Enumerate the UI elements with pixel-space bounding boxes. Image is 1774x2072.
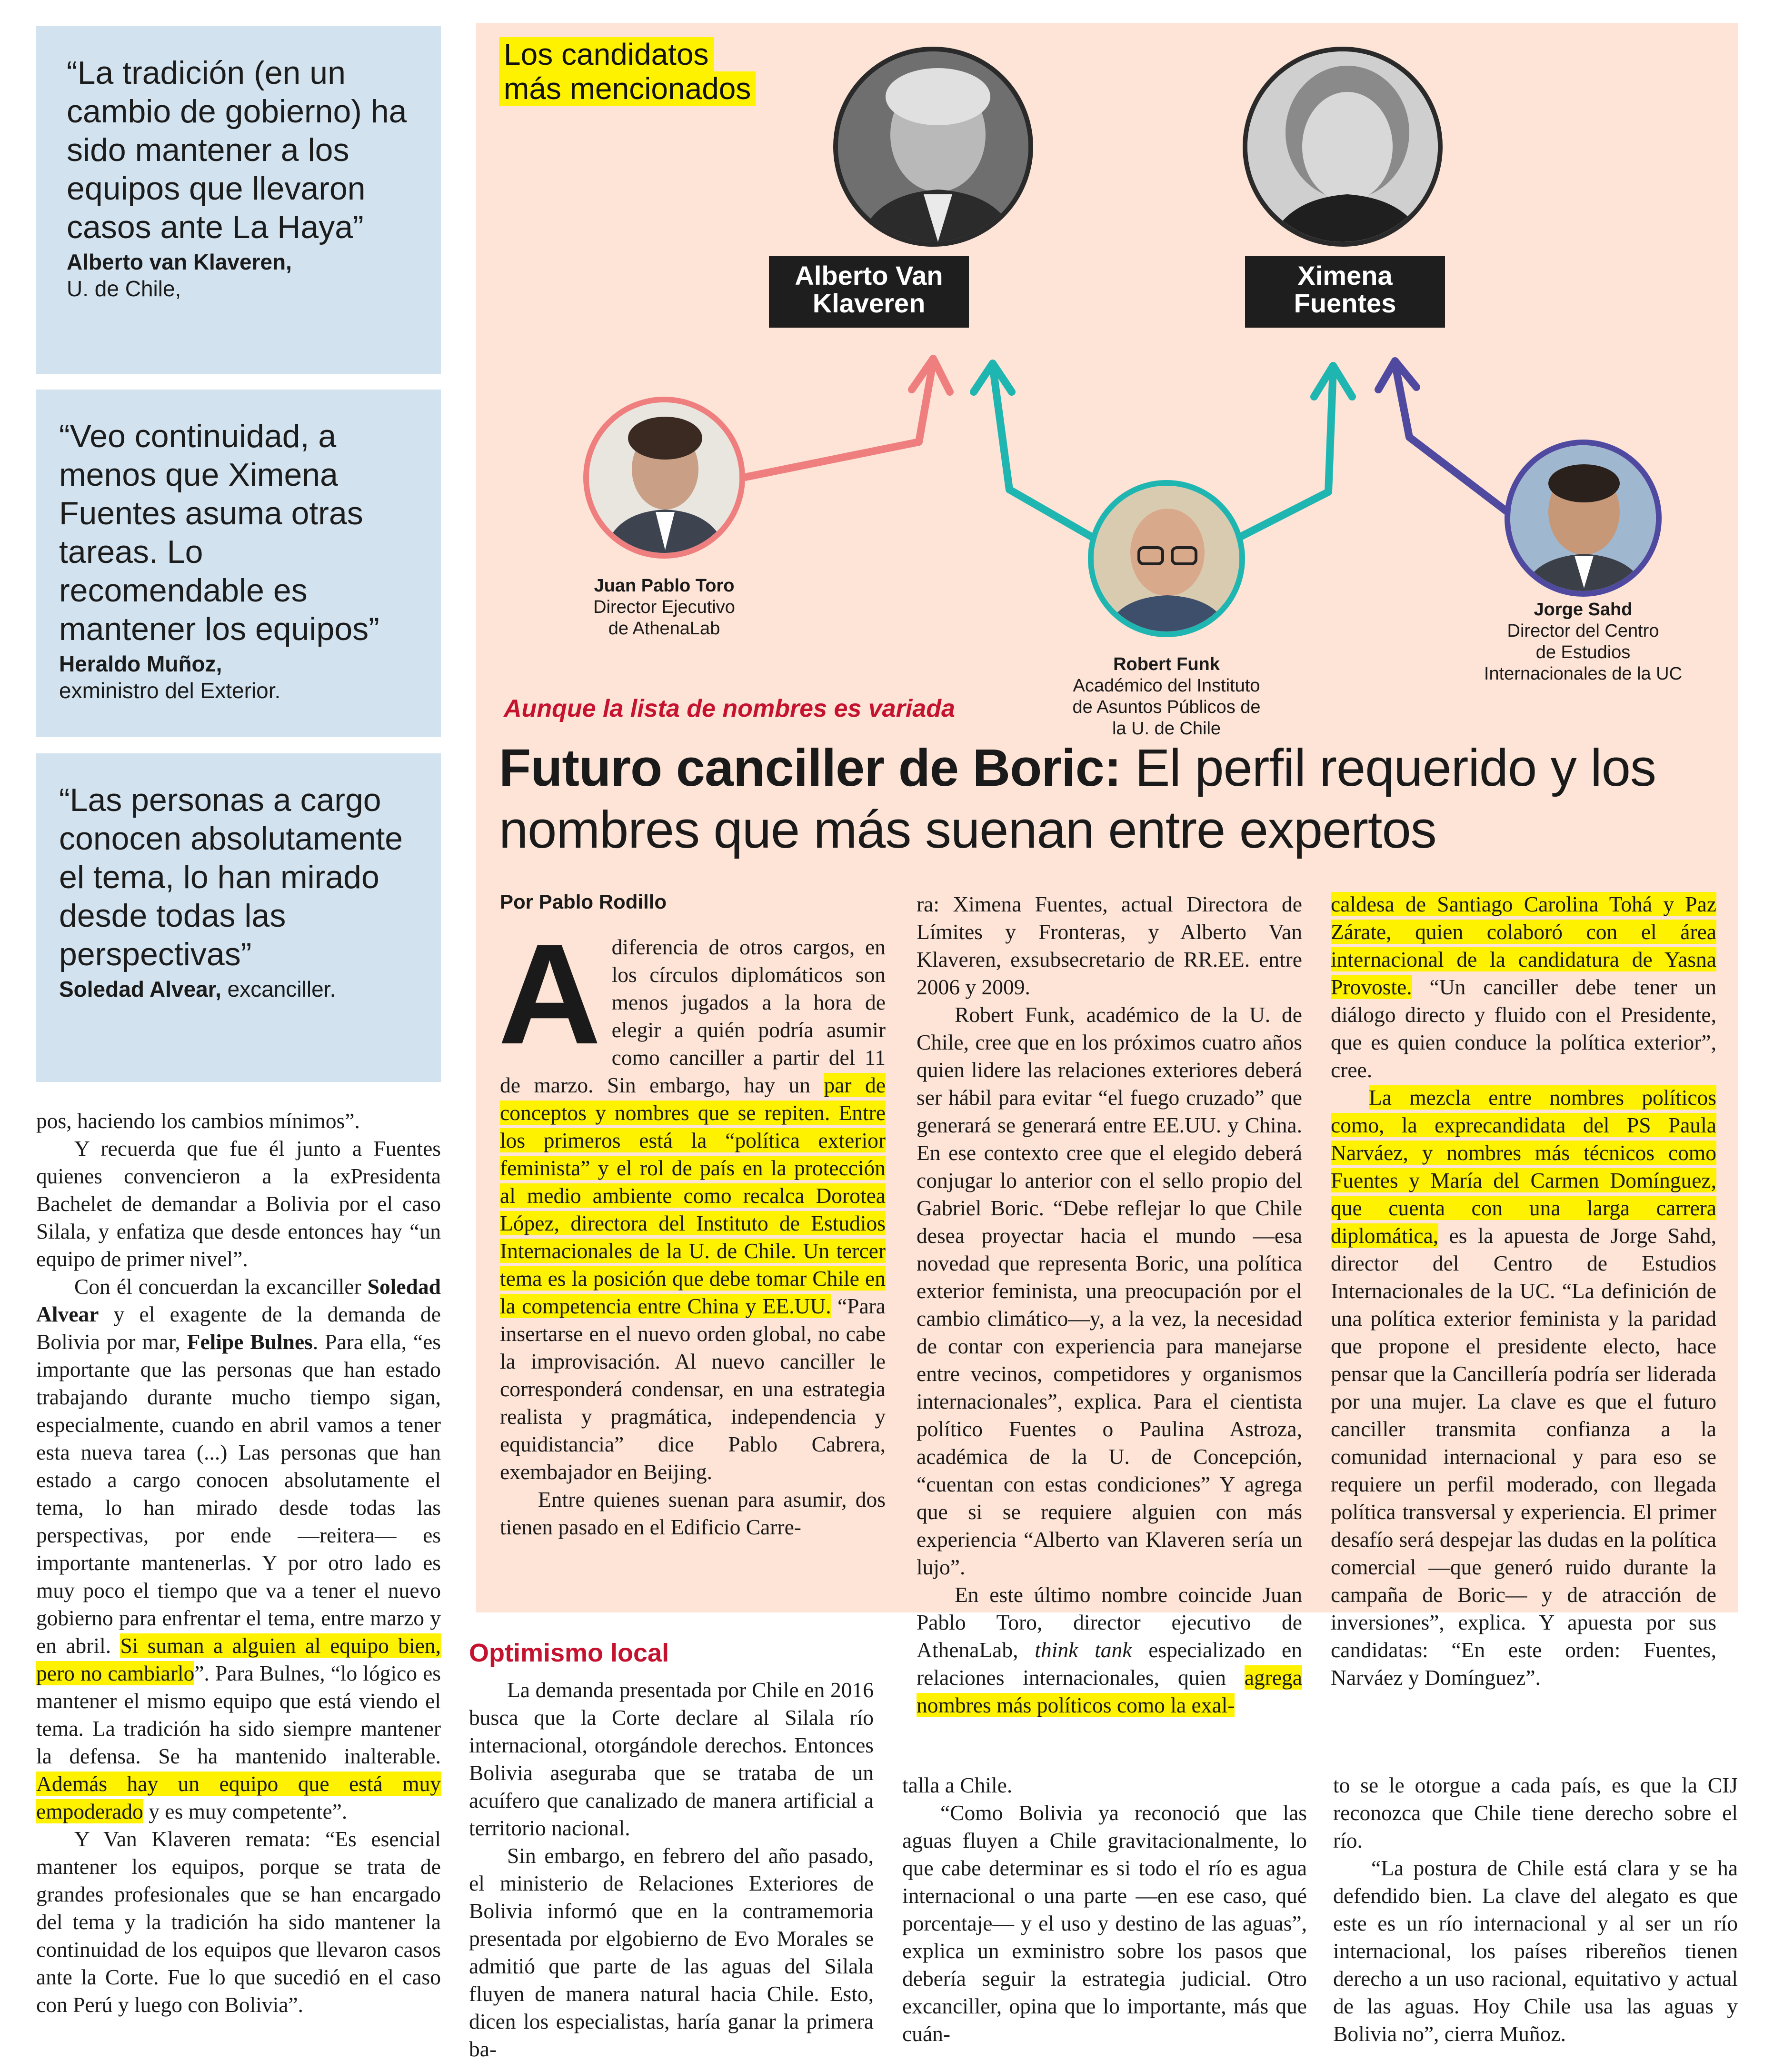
text-run: especializado en relaciones internacionales, quien <box>917 1638 1302 1690</box>
article-paragraph: Y Van Klaveren remata: “Es esencial mantener los equipos, porque se trata de grandes profesionales que se han encargado del tema y la tradición ha sido mantener la continuidad de los equipos que llevaron casos ante la Corte. Fue lo que sucedió en el caso con Perú y luego con Bolivia”. <box>36 1827 441 2017</box>
text-run: es la apuesta de Jorge Sahd, director del Centro de Estudios Internacionales de la UC. “La definición de una política exterior feminista y la paridad que propone el presidente electo, hace pensar que la Cancillería podría ser liderada por una mujer. La clave es que el futuro canciller transmita confianza a la comunidad internacional y para eso se requiere un perfil moderado, con llegada política transversal y experiencia. El primer desafío será despejar las dudas en la política comercial —que generó ruido durante la campaña de Boric— y de atracción de inversiones”, explica. Y apuesta por sus candidatas: “En este orden: Fuentes, Narváez y Domínguez”. <box>1331 1223 1716 1690</box>
expert-title-line: la U. de Chile <box>1112 719 1221 739</box>
highlight: Además hay un equipo que está muy empoderado <box>36 1772 441 1823</box>
article-paragraph <box>917 1581 1302 1719</box>
article-paragraph: Sin embargo, en febrero del año pasado, el ministerio de Relaciones Exteriores de Bolivia informó que en la contramemoria presentada por elgobierno de Evo Morales se admitió que parte de las aguas del Silala fluyen de manera natural hacia Chile. Esto, dicen los especialistas, haría ganar la primera ba- <box>469 1843 874 2061</box>
portrait-fuentes <box>1243 47 1443 247</box>
article-column-2 <box>917 891 1302 1719</box>
article-column-3 <box>1331 891 1716 1692</box>
person-photo-icon <box>1094 486 1241 633</box>
candidate-name-line-2: Klaveren <box>812 288 926 318</box>
expert-title-line: Académico del Instituto <box>1073 676 1260 696</box>
expert-title-line: de Estudios <box>1535 642 1631 662</box>
quote-text: “Las personas a cargo conocen absolutamente el tema, lo han mirado desde todas las perspectivas” <box>59 782 403 972</box>
text-run: diferencia de otros cargos, en los círculos diplomáticos son menos jugados a la hora de elegir a quién podría asumir como canciller a partir del 11 de marzo. Sin embargo, hay un <box>500 935 886 1097</box>
article-paragraph: Robert Funk, académico de la U. de Chile, cree que en los próximos cuatro años quien lidere las relaciones exteriores deberá ser hábil para evitar “el fuego cruzado” que generará se generará entre EE.UU. y China. En ese contexto cree que el elegido deberá conjugar lo anterior con el sello propio del Gabriel Boric. “Debe reflejar lo que Chile desea proyectar hacia el mundo —esa novedad que representa Boric, una política exterior feminista, una preocupación por el cambio climático—y, a la vez, la necesidad de contar con experiencia para manejarse entre vecinos, competidores y organismos internacionales”, explica. Para el cientista político Fuentes o Paulina Astroza, académica de la U. de Concepción, “cuentan con estas condiciones” Y agrega que si se requiere alguien con más experiencia “Alberto van Klaveren sería un lujo”. <box>917 1002 1302 1579</box>
text-run-italic: think tank <box>1035 1638 1132 1662</box>
expert-title-line: de AthenaLab <box>608 619 720 639</box>
highlight: agrega nombres más políticos como la exal- <box>917 1665 1302 1717</box>
optimismo-column-2 <box>902 1772 1307 2048</box>
text-run: En este último nombre coincide Juan Pablo Toro, director ejecutivo de AthenaLab, <box>917 1582 1302 1662</box>
article-paragraph <box>1331 891 1716 1084</box>
headline-bold: Futuro canciller de Boric: <box>499 739 1121 797</box>
quote-author: Heraldo Muñoz, <box>59 651 222 676</box>
candidates-infographic <box>476 23 1738 880</box>
article-paragraph: Entre quienes suenan para asumir, dos tienen pasado en el Edificio Carre- <box>500 1487 886 1539</box>
highlight: Si suman a alguien al equipo bien, pero no cambiarlo <box>36 1633 441 1685</box>
portrait-toro <box>583 397 745 559</box>
quote-author-name: Soledad Alvear, <box>59 977 221 1001</box>
optimismo-column-3 <box>1333 1772 1738 2048</box>
quote-author: Alberto van Klaveren, <box>67 250 292 274</box>
article-paragraph: ra: Ximena Fuentes, actual Directora de Límites y Fronteras, y Alberto Van Klaveren, exsubsecretario de RR.EE. entre 2006 y 2009. <box>917 892 1302 999</box>
quote-text: “Veo continuidad, a menos que Ximena Fuentes asuma otras tareas. Lo recomendable es mantener los equipos” <box>59 418 379 647</box>
article-paragraph <box>498 914 886 1486</box>
text-run: y el exagente de la demanda de Bolivia por mar, <box>36 1302 441 1354</box>
left-gutter <box>462 880 476 1613</box>
text-run-bold: Felipe Bulnes <box>187 1330 313 1354</box>
article-column-left <box>36 1107 441 2019</box>
expert-name: Juan Pablo Toro <box>594 576 735 596</box>
text-run: Con él concuerdan la excanciller <box>74 1274 368 1299</box>
expert-toro <box>536 575 793 640</box>
highlight: La mezcla entre nombres políticos como, la exprecandidata del PS Paula Narváez, y nombres más técnicos como Fuentes y María del Carmen Domínguez, que cuenta con una larga carrera diplomática, <box>1331 1085 1716 1248</box>
highlight: par de conceptos y nombres que se repiten. Entre los primeros está la “política exterior feminista” y el rol de país en la protección al medio ambiente como recalca Dorotea López, directora del Instituto de Estudios Internacionales de la U. de Chile. Un tercer tema es la posición que debe tomar Chile en la competencia entre China y EE.UU. <box>500 1073 886 1318</box>
article-column-1 <box>498 914 886 1541</box>
text-run: ”. Para Bulnes, “lo lógico es mantener el mismo equipo que está viendo el tema. La tradición ha sido siempre mantener la defensa. Se ha mantenido inalterable. <box>36 1661 441 1768</box>
quote-box-van-klaveren <box>36 26 441 374</box>
expert-title-line: Internacionales de la UC <box>1484 664 1683 684</box>
quote-role: exministro del Exterior. <box>59 678 281 703</box>
dropcap: A <box>498 914 601 1074</box>
quote-text: “La tradición (en un cambio de gobierno) ha sido mantener a los equipos que llevaron casos ante La Haya” <box>67 55 407 245</box>
section-title-optimismo: Optimismo local <box>469 1639 669 1667</box>
text-run: . Para ella, “es importante que las personas que han estado trabajando durante mucho tiempo sigan, especialmente, cuando en abril vamos a tener esta nueva tarea (...) Las personas que han estado a cargo conocen absolutamente el tema, lo han mirado desde todas las perspectivas, por ende —reitera— es importante mantenerlas. Y por otro lado es muy poco el tiempo que va a tener el nuevo gobierno para enfrentar el tema, entre marzo y en abril. <box>36 1330 441 1658</box>
arrow-toro-vanklaveren <box>743 361 933 478</box>
expert-funk <box>1033 654 1300 740</box>
article-kicker: Aunque la lista de nombres es variada <box>504 695 955 722</box>
article-paragraph <box>1331 1084 1716 1692</box>
portrait-van-klaveren <box>833 47 1033 247</box>
person-photo-icon <box>1510 445 1658 593</box>
quote-author <box>59 976 413 1002</box>
text-run: y es muy competente”. <box>143 1799 348 1823</box>
quote-role: excanciller. <box>227 977 336 1001</box>
quote-role: U. de Chile, <box>67 276 181 301</box>
expert-name: Robert Funk <box>1113 654 1220 674</box>
text-run: “Un canciller debe tener un diálogo directo y fluido con el Presidente, que es quien conduce la política exterior”, cree. <box>1331 975 1716 1082</box>
article-paragraph <box>36 1273 441 1825</box>
article-paragraph: “Como Bolivia ya reconoció que las aguas fluyen a Chile gravitacionalmente, lo que cabe determinar es si todo el río es agua internacional o una parte —en ese caso, qué porcentaje— y el uso y destino de las aguas”, explica un exministro sobre los pasos que debería seguir la estrategia judicial. Otro excanciller, opina que lo importante, más que cuán- <box>902 1801 1307 2046</box>
candidate-name-line-2: Fuentes <box>1294 288 1396 318</box>
headline-rest: El perfil requerido y los nombres que más suenan entre expertos <box>499 739 1656 859</box>
namebar-fuentes <box>1245 256 1445 328</box>
person-photo-icon <box>589 402 741 555</box>
article-paragraph: “La postura de Chile está clara y se ha defendido bien. La clave del alegato es que este es un río internacional y al ser un río internacional, los países ribereños tienen derecho a un uso racional, equitativo y actual de las aguas. Hoy Chile usa las aguas y Bolivia no”, cierra Muñoz. <box>1333 1856 1738 2046</box>
expert-title-line: Director Ejecutivo <box>593 597 735 617</box>
tag-line-2: más mencionados <box>499 71 756 106</box>
quote-box-alvear <box>36 753 441 1082</box>
portrait-funk <box>1088 480 1245 637</box>
expert-name: Jorge Sahd <box>1534 600 1633 620</box>
optimismo-column-1 <box>469 1676 874 2063</box>
article-paragraph: talla a Chile. <box>902 1773 1013 1797</box>
tag-line-1: Los candidatos <box>499 37 714 71</box>
highlight: caldesa de Santiago Carolina Tohá y Paz Zárate, quien colaboró con el área internacional de la candidatura de Yasna Provoste. <box>1331 892 1716 999</box>
candidate-name-line-1: Ximena <box>1297 260 1393 290</box>
expert-title-line: Director del Centro <box>1507 621 1659 641</box>
article-headline <box>499 737 1718 861</box>
article-paragraph: to se le otorgue a cada país, es que la CIJ reconozca que Chile tiene derecho sobre el río. <box>1333 1773 1738 1852</box>
article-paragraph: La demanda presentada por Chile en 2016 busca que la Corte declare al Silala río internacional, otorgándole derechos. Entonces Bolivia aseguraba que se trataba de un acuífero que canalizado de manera artificial a territorio nacional. <box>469 1678 874 1840</box>
article-paragraph: pos, haciendo los cambios mínimos”. <box>36 1109 360 1133</box>
article-byline: Por Pablo Rodillo <box>500 891 667 913</box>
text-run-bold: Soledad Alvear <box>36 1274 441 1326</box>
quote-box-munoz <box>36 390 441 737</box>
expert-title-line: de Asuntos Públicos de <box>1072 697 1261 717</box>
article-paragraph: Y recuerda que fue él junto a Fuentes quienes convencieron a la exPresidenta Bachelet de demandar a Bolivia por el caso Silala, y enfatiza que desde entonces hay “un equipo de primer nivel”. <box>36 1136 441 1271</box>
candidate-name-line-1: Alberto Van <box>795 260 943 290</box>
expert-sahd <box>1438 599 1728 685</box>
portrait-sahd <box>1505 440 1662 597</box>
text-run: “Para insertarse en el nuevo orden global, no cabe la improvisación. Al nuevo canciller le corresponderá condensar, en una estrategia realista y pragmática, independencia y equidistancia” dice Pablo Cabrera, exembajador en Beijing. <box>500 1294 886 1484</box>
namebar-van-klaveren <box>769 256 969 328</box>
